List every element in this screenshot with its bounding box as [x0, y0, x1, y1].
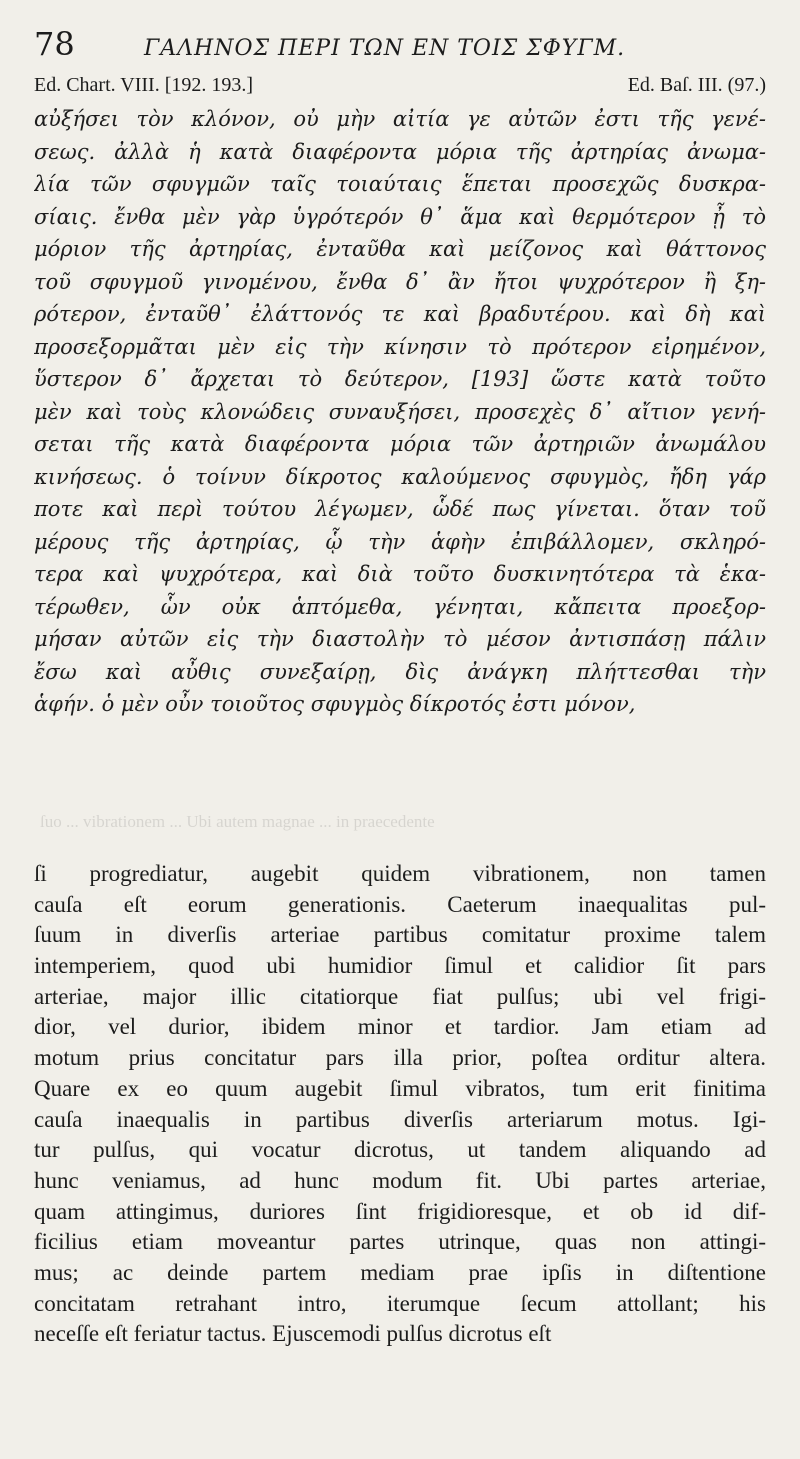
- latin-text-line: concitatam retrahant intro, iterumque ſecum attollant; his: [34, 1290, 766, 1316]
- greek-text-line: αὐξήσει τὸν κλόνον, οὐ μὴν αἰτία γε αὐτῶν ἐστι τῆς γενέ-: [34, 107, 766, 131]
- latin-text-line: cauſa eſt eorum generationis. Caeterum inaequalitas pul-: [34, 891, 766, 917]
- greek-text-line: τέρωθεν, ὧν οὐκ ἁπτόμεθα, γένηται, κἄπειτα προεξορ-: [34, 594, 766, 619]
- page-number: 78: [34, 25, 75, 63]
- latin-text-line: neceſſe eſt feriatur tactus. Ejuscemodi pulſus dicrotus eſt: [34, 1321, 552, 1347]
- greek-text-line: λία τῶν σφυγμῶν ταῖς τοιαύταις ἕπεται προσεχῶς δυσκρα-: [34, 172, 766, 196]
- greek-text-block: [34, 103, 766, 721]
- latin-text-line: tur pulſus, qui vocatur dicrotus, ut tandem aliquando ad: [34, 1137, 766, 1163]
- latin-text-line: motum prius concitatur pars illa prior, poſtea orditur altera.: [34, 1045, 766, 1071]
- latin-text-line: arteriae, major illic citatiorque fiat pulſus; ubi vel frigi-: [34, 983, 766, 1009]
- bleed-through-text: ſuo ... vibrationem ... Ubi autem magnae ... in praecedente: [40, 812, 435, 831]
- latin-text-line: cauſa inaequalis in partibus diverſis arteriarum motus. Igi-: [34, 1106, 766, 1132]
- edition-basel-ref: Ed. Baſ. III. (97.): [627, 74, 766, 96]
- greek-text-line: ἔσω καὶ αὖθις συνεξαίρῃ, δὶς ἀνάγκη πλήττεσθαι τὴν: [34, 659, 766, 684]
- latin-text-line: Quare ex eo quum augebit ſimul vibratos, tum erit finitima: [34, 1075, 766, 1101]
- latin-text-line: mus; ac deinde partem mediam prae ipſis in diſtentione: [34, 1259, 766, 1285]
- edition-references: [34, 74, 766, 102]
- greek-text-line: μόριον τῆς ἀρτηρίας, ἐνταῦθα καὶ μείζονος καὶ θάττονος: [34, 237, 766, 261]
- latin-text-line: ſi progrediatur, augebit quidem vibrationem, non tamen: [34, 861, 766, 886]
- greek-text-line: ἁφήν. ὁ μὲν οὖν τοιοῦτος σφυγμὸς δίκροτός ἐστι μόνον,: [34, 692, 636, 716]
- greek-text-line: σεται τῆς κατὰ διαφέροντα μόρια τῶν ἀρτηριῶν ἀνωμάλου: [34, 432, 766, 456]
- greek-text-line: προσεξορμᾶται μὲν εἰς τὴν κίνησιν τὸ πρότερον εἰρημένον,: [34, 334, 766, 359]
- greek-text-line: τερα καὶ ψυχρότερα, καὶ διὰ τοῦτο δυσκινητότερα τὰ ἑκα-: [34, 562, 766, 586]
- latin-text-line: ficilius etiam moveantur partes utrinque, quas non attingi-: [34, 1229, 766, 1255]
- greek-text-line: μήσαν αὐτῶν εἰς τὴν διαστολὴν τὸ μέσον ἀντισπάσῃ πάλιν: [34, 627, 766, 651]
- latin-text-line: dior, vel durior, ibidem minor et tardior. Jam etiam ad: [34, 1014, 766, 1040]
- greek-text-line: μέρους τῆς ἀρτηρίας, ᾧ τὴν ἁφὴν ἐπιβάλλομεν, σκληρό-: [34, 529, 766, 554]
- latin-text-line: quam attingimus, duriores ſint frigidioresque, et ob id dif-: [34, 1198, 766, 1224]
- greek-text-line: ὕστερον δ᾿ ἄρχεται τὸ δεύτερον, [193] ὥστε κατὰ τοῦτο: [34, 367, 766, 391]
- latin-text-block: [34, 859, 766, 1350]
- greek-text-line: ρότερον, ἐνταῦθ᾿ ἐλάττονός τε καὶ βραδυτέρου. καὶ δὴ καὶ: [34, 302, 766, 326]
- running-title: ΓΑΛΗΝΟΣ ΠΕΡΙ ΤΩΝ ΕΝ ΤΟΙΣ ΣΦΥΓΜ.: [144, 36, 626, 61]
- greek-text-line: κινήσεως. ὁ τοίνυν δίκροτος καλούμενος σφυγμὸς, ἤδη γάρ: [34, 464, 766, 489]
- greek-text-line: σίαις. ἔνθα μὲν γὰρ ὑγρότερόν θ᾿ ἅμα καὶ θερμότερον ᾖ τὸ: [34, 204, 766, 229]
- greek-text-line: σεως. ἀλλὰ ἡ κατὰ διαφέροντα μόρια τῆς ἀρτηρίας ἀνωμα-: [34, 139, 766, 164]
- latin-text-line: hunc veniamus, ad hunc modum fit. Ubi partes arteriae,: [34, 1167, 766, 1193]
- greek-text-line: ποτε καὶ περὶ τούτου λέγωμεν, ὧδέ πως γίνεται. ὅταν τοῦ: [34, 497, 766, 521]
- greek-text-line: μὲν καὶ τοὺς κλονώδεις συναυξήσει, προσεχὲς δ᾿ αἴτιον γενή-: [34, 399, 766, 424]
- greek-text-line: τοῦ σφυγμοῦ γινομένου, ἔνθα δ᾿ ἂν ἤτοι ψυχρότερον ἢ ξη-: [34, 269, 766, 294]
- latin-text-line: intemperiem, quod ubi humidior ſimul et calidior ſit pars: [34, 953, 766, 979]
- edition-chartier-ref: Ed. Chart. VIII. [192. 193.]: [34, 74, 254, 96]
- latin-text-line: ſuum in diverſis arteriae partibus comitatur proxime talem: [34, 922, 766, 948]
- running-head: [30, 24, 770, 64]
